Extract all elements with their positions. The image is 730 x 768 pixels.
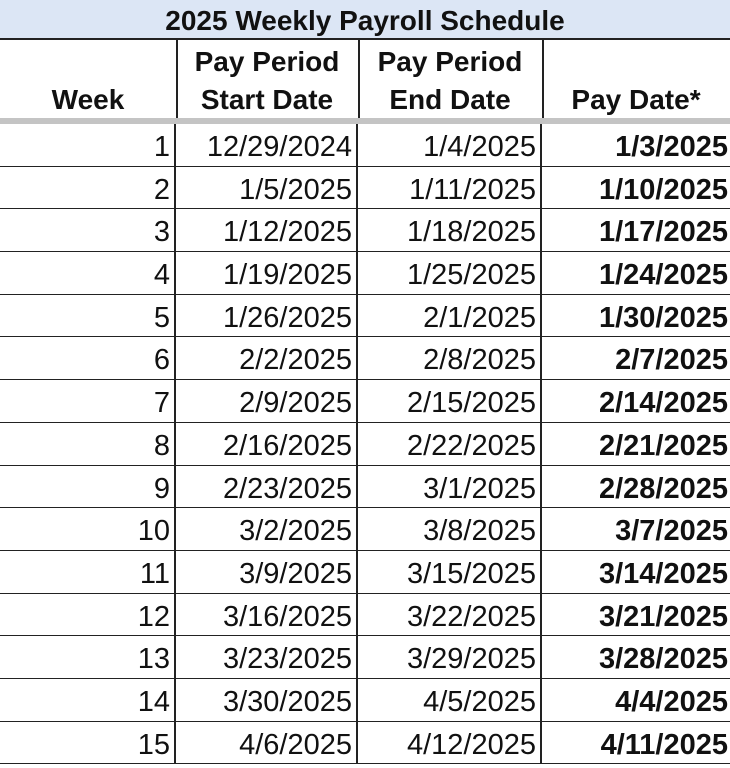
week-cell: 14 [0, 679, 176, 721]
pay-date-cell: 1/17/2025 [598, 216, 728, 249]
table-header [0, 40, 730, 118]
table-row [0, 636, 730, 679]
start-date-cell: 1/26/2025 [176, 295, 358, 337]
pay-date-cell: 1/10/2025 [598, 173, 728, 206]
start-date-cell: 2/16/2025 [176, 423, 358, 465]
start-date-cell: 4/6/2025 [176, 722, 358, 764]
start-date-cell: 2/23/2025 [176, 466, 358, 508]
week-cell: 15 [0, 722, 176, 764]
header-divider [542, 40, 544, 118]
start-date-cell: 1/5/2025 [176, 167, 358, 209]
table-row [0, 380, 730, 423]
table-row [0, 594, 730, 637]
start-date-cell: 12/29/2024 [176, 124, 358, 166]
table-row [0, 722, 730, 765]
week-cell: 6 [0, 337, 176, 379]
start-date-cell: 1/19/2025 [176, 252, 358, 294]
header-divider [358, 40, 360, 118]
header-start-line1: Pay Period [194, 46, 340, 77]
table-row [0, 508, 730, 551]
table-row [0, 551, 730, 594]
end-date-cell: 2/22/2025 [358, 423, 542, 465]
table-row [0, 423, 730, 466]
pay-date-cell: 2/28/2025 [598, 472, 728, 505]
week-cell: 7 [0, 380, 176, 422]
end-date-cell: 3/22/2025 [358, 594, 542, 636]
pay-date-cell: 3/14/2025 [598, 557, 728, 590]
start-date-cell: 2/2/2025 [176, 337, 358, 379]
week-cell: 11 [0, 551, 176, 593]
start-date-cell: 3/30/2025 [176, 679, 358, 721]
end-date-cell: 3/29/2025 [358, 636, 542, 678]
end-date-cell: 1/11/2025 [358, 167, 542, 209]
end-date-cell: 1/4/2025 [358, 124, 542, 166]
end-date-cell: 2/1/2025 [358, 295, 542, 337]
week-cell: 4 [0, 252, 176, 294]
week-cell: 5 [0, 295, 176, 337]
pay-date-cell: 2/7/2025 [615, 344, 728, 377]
header-end-line1: Pay Period [377, 46, 523, 77]
pay-date-cell: 1/30/2025 [598, 301, 728, 334]
pay-date-cell: 2/14/2025 [598, 387, 728, 420]
end-date-cell: 1/25/2025 [358, 252, 542, 294]
table-row [0, 209, 730, 252]
table-row [0, 252, 730, 295]
table-body [0, 124, 730, 761]
week-cell: 10 [0, 508, 176, 550]
end-date-cell: 4/5/2025 [358, 679, 542, 721]
pay-date-cell: 2/21/2025 [598, 429, 728, 462]
week-cell: 3 [0, 209, 176, 251]
table-row [0, 466, 730, 509]
end-date-cell: 3/8/2025 [358, 508, 542, 550]
table-row [0, 124, 730, 167]
end-date-cell: 3/1/2025 [358, 466, 542, 508]
table-row [0, 679, 730, 722]
start-date-cell: 2/9/2025 [176, 380, 358, 422]
end-date-cell: 1/18/2025 [358, 209, 542, 251]
pay-date-cell: 4/11/2025 [600, 728, 728, 761]
pay-date-cell: 4/4/2025 [615, 685, 728, 718]
pay-date-cell: 3/21/2025 [598, 600, 728, 633]
header-start-date [176, 40, 358, 118]
header-week [0, 40, 176, 118]
pay-date-cell: 3/7/2025 [615, 515, 728, 548]
pay-date-cell: 3/28/2025 [598, 643, 728, 676]
end-date-cell: 3/15/2025 [358, 551, 542, 593]
week-cell: 12 [0, 594, 176, 636]
table-row [0, 167, 730, 210]
start-date-cell: 3/23/2025 [176, 636, 358, 678]
end-date-cell: 4/12/2025 [358, 722, 542, 764]
week-cell: 2 [0, 167, 176, 209]
header-pay-label: Pay Date* [571, 84, 701, 115]
table-row [0, 337, 730, 380]
pay-date-cell: 1/24/2025 [598, 259, 728, 292]
header-week-label: Week [51, 84, 125, 115]
end-date-cell: 2/15/2025 [358, 380, 542, 422]
week-cell: 8 [0, 423, 176, 465]
start-date-cell: 3/9/2025 [176, 551, 358, 593]
header-pay-date [542, 40, 730, 118]
header-start-line2: Start Date [200, 84, 334, 115]
pay-date-cell: 1/3/2025 [615, 131, 728, 163]
header-divider [176, 40, 178, 118]
start-date-cell: 1/12/2025 [176, 209, 358, 251]
header-end-date [358, 40, 542, 118]
week-cell: 1 [0, 124, 176, 166]
end-date-cell: 2/8/2025 [358, 337, 542, 379]
table-title: 2025 Weekly Payroll Schedule [0, 0, 730, 40]
start-date-cell: 3/2/2025 [176, 508, 358, 550]
week-cell: 13 [0, 636, 176, 678]
week-cell: 9 [0, 466, 176, 508]
start-date-cell: 3/16/2025 [176, 594, 358, 636]
header-end-line2: End Date [389, 84, 511, 115]
table-row [0, 295, 730, 338]
